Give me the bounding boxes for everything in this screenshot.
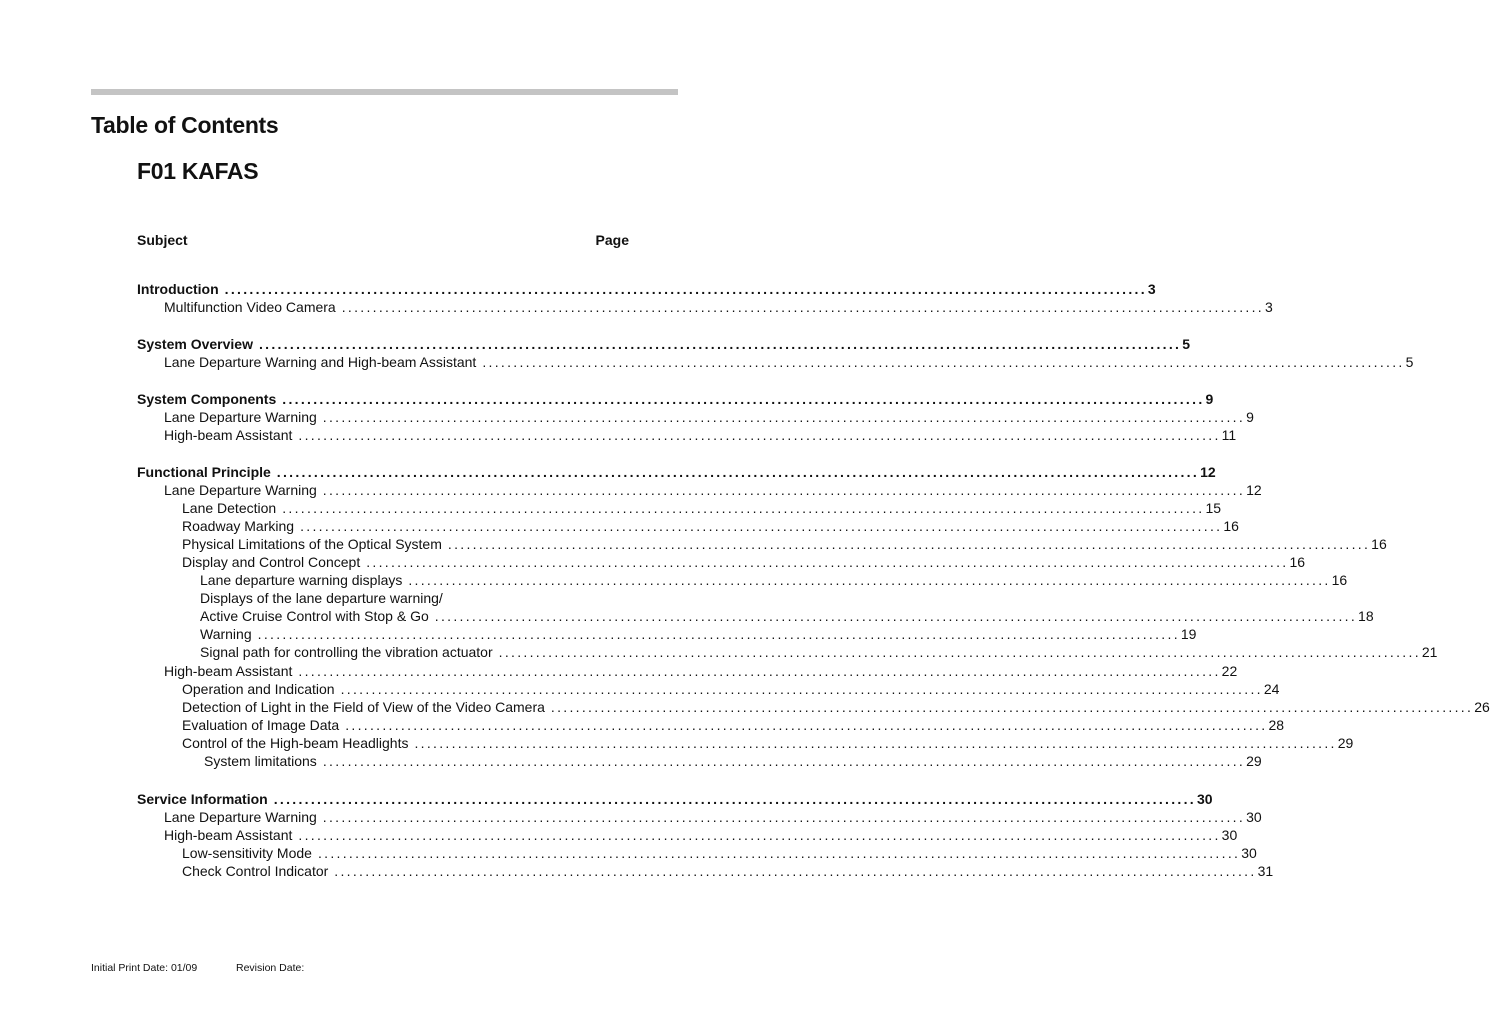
toc-entry-page: 30 <box>1241 845 1257 861</box>
header-rule <box>91 89 678 95</box>
toc-entry-page: 26 <box>1474 699 1490 715</box>
toc-leader-dots: ..................................................................................................................................................... <box>322 809 1246 825</box>
toc-leader-dots: ..................................................................................................................................................... <box>298 427 1221 443</box>
toc-entry-page: 9 <box>1205 391 1214 407</box>
toc-title: Table of Contents <box>91 112 279 138</box>
toc-entry-page: 18 <box>1358 608 1374 624</box>
toc-entry <box>164 826 1238 844</box>
page-column-header: Page <box>595 232 629 248</box>
toc-entry-label: Warning <box>200 626 252 642</box>
toc-entry-page: 30 <box>1196 791 1213 807</box>
toc-entry <box>164 298 1273 316</box>
toc-entry-page: 5 <box>1182 336 1191 352</box>
toc-entry-label: High-beam Assistant <box>164 827 293 843</box>
toc-leader-dots: ..................................................................................................................................................... <box>257 626 1180 642</box>
initial-print-date: Initial Print Date: 01/09 <box>91 962 198 974</box>
toc-entry <box>164 662 1238 680</box>
toc-leader-dots: ..................................................................................................................................................... <box>498 644 1421 660</box>
toc-entry-label: Low-sensitivity Mode <box>182 845 312 861</box>
toc-entry-page: 29 <box>1337 735 1354 751</box>
toc-entry-page: 11 <box>1221 427 1237 443</box>
toc-entry-page: 31 <box>1257 863 1274 879</box>
toc-entry <box>182 499 1222 517</box>
toc-entry-page: 29 <box>1246 753 1262 769</box>
toc-entry <box>200 625 1197 643</box>
toc-leader-dots: ..................................................................................................................................................... <box>447 536 1371 552</box>
toc-leader-dots: ..................................................................................................................................................... <box>317 845 1241 861</box>
toc-leader-dots: ..................................................................................................................................................... <box>258 336 1182 352</box>
toc-entry-page: 22 <box>1221 663 1238 679</box>
toc-entry <box>164 481 1262 499</box>
toc-entry-page: 3 <box>1147 281 1156 297</box>
toc-leader-dots: ..................................................................................................................................................... <box>298 827 1221 843</box>
toc-entry-label: Roadway Marking <box>182 518 295 534</box>
toc-entry-label: Display and Control Concept <box>182 554 361 570</box>
toc-leader-dots: ..................................................................................................................................................... <box>341 299 1264 315</box>
toc-entry-label: Check Control Indicator <box>182 863 329 879</box>
toc-entry <box>164 353 1414 371</box>
toc-entry-label: Physical Limitations of the Optical System <box>182 536 442 552</box>
toc-leader-dots: ..................................................................................................................................................... <box>224 281 1147 297</box>
toc-entry-page: 15 <box>1205 500 1222 516</box>
toc-entry-label: Service Information <box>137 791 268 807</box>
toc-entry <box>182 734 1354 752</box>
toc-leader-dots: ..................................................................................................................................................... <box>276 464 1200 480</box>
toc-leader-dots: ..................................................................................................................................................... <box>340 681 1263 697</box>
toc-entry <box>200 571 1348 589</box>
toc-entry-label: Lane Detection <box>182 500 277 516</box>
toc-entry-page: 30 <box>1221 827 1238 843</box>
toc-leader-dots: ..................................................................................................................................................... <box>408 572 1331 588</box>
toc-section <box>137 463 1216 481</box>
toc-entry-page: 16 <box>1371 536 1387 552</box>
toc-leader-dots: ..................................................................................................................................................... <box>273 791 1196 807</box>
toc-leader-dots: ..................................................................................................................................................... <box>482 354 1405 370</box>
toc-entry-label: Evaluation of Image Data <box>182 717 340 733</box>
toc-entry <box>182 535 1387 553</box>
toc-entry-page: 19 <box>1180 626 1197 642</box>
toc-entry-label: High-beam Assistant <box>164 663 293 679</box>
toc-entry-label: Lane Departure Warning <box>164 482 317 498</box>
toc-section <box>137 390 1214 408</box>
toc-entry <box>204 752 1262 770</box>
toc-entry <box>182 517 1239 535</box>
toc-entry-label: Displays of the lane departure warning/ <box>200 590 443 606</box>
toc-section <box>137 335 1191 353</box>
toc-leader-dots: ..................................................................................................................................................... <box>334 863 1257 879</box>
toc-entry-label: Introduction <box>137 281 219 297</box>
toc-entry-page: 5 <box>1405 354 1414 370</box>
toc-leader-dots: ..................................................................................................................................................... <box>345 717 1268 733</box>
document-title: F01 KAFAS <box>137 158 259 184</box>
toc-entry-label: Active Cruise Control with Stop & Go <box>200 608 429 624</box>
toc-leader-dots: ..................................................................................................................................................... <box>298 663 1221 679</box>
toc-entry-page: 12 <box>1246 482 1262 498</box>
toc-entry-page: 16 <box>1331 572 1348 588</box>
toc-entry-page: 30 <box>1246 809 1262 825</box>
toc-leader-dots: ..................................................................................................................................................... <box>414 735 1337 751</box>
toc-entry-label: Lane departure warning displays <box>200 572 403 588</box>
toc-leader-dots: ..................................................................................................................................................... <box>282 500 1205 516</box>
toc-entry <box>182 553 1306 571</box>
toc-leader-dots: ..................................................................................................................................................... <box>322 753 1246 769</box>
toc-section <box>137 790 1213 808</box>
toc-leader-dots: ..................................................................................................................................................... <box>322 482 1246 498</box>
toc-entry-label: Detection of Light in the Field of View of the Video Camera <box>182 699 545 715</box>
toc-entry <box>200 589 629 607</box>
toc-entry-label: System Overview <box>137 336 253 352</box>
toc-entry-page: 24 <box>1263 681 1280 697</box>
toc-entry-label: System limitations <box>204 753 317 769</box>
toc-entry <box>200 607 1374 625</box>
toc-entry <box>200 643 1438 661</box>
toc-entry <box>182 698 1490 716</box>
toc-entry-label: System Components <box>137 391 277 407</box>
toc-leader-dots: ..................................................................................................................................................... <box>322 409 1246 425</box>
toc-entry-page: 3 <box>1264 299 1273 315</box>
toc-leader-dots: ..................................................................................................................................................... <box>300 518 1223 534</box>
toc-entry-page: 21 <box>1421 644 1438 660</box>
toc-leader-dots: ..................................................................................................................................................... <box>366 554 1289 570</box>
revision-date: Revision Date: <box>236 962 305 974</box>
toc-leader-dots: ..................................................................................................................................................... <box>434 608 1358 624</box>
subject-column-header: Subject <box>137 232 188 248</box>
toc-entry-label: Lane Departure Warning <box>164 409 317 425</box>
toc-entry <box>182 862 1274 880</box>
toc-entry-label: Functional Principle <box>137 464 271 480</box>
toc-leader-dots: ..................................................................................................................................................... <box>282 391 1205 407</box>
toc-entry <box>182 716 1285 734</box>
toc-entry <box>164 808 1262 826</box>
toc-entry-page: 16 <box>1289 554 1306 570</box>
toc-entry <box>164 426 1237 444</box>
toc-entry-label: Lane Departure Warning <box>164 809 317 825</box>
toc-entry <box>182 680 1280 698</box>
toc-entry-label: High-beam Assistant <box>164 427 293 443</box>
toc-entry-label: Signal path for controlling the vibration actuator <box>200 644 493 660</box>
toc-entry <box>164 408 1254 426</box>
toc-entry-label: Multifunction Video Camera <box>164 299 336 315</box>
toc-entry-label: Control of the High-beam Headlights <box>182 735 409 751</box>
toc-entry-page: 28 <box>1268 717 1285 733</box>
toc-entry-page: 12 <box>1200 464 1216 480</box>
toc-entry <box>182 844 1257 862</box>
toc-entry-label: Operation and Indication <box>182 681 335 697</box>
toc-entry-page: 16 <box>1223 518 1239 534</box>
toc-leader-dots: ..................................................................................................................................................... <box>550 699 1474 715</box>
toc-entry-page: 9 <box>1246 409 1254 425</box>
toc-entry-label: Lane Departure Warning and High-beam Assistant <box>164 354 477 370</box>
toc-section <box>137 280 1156 298</box>
